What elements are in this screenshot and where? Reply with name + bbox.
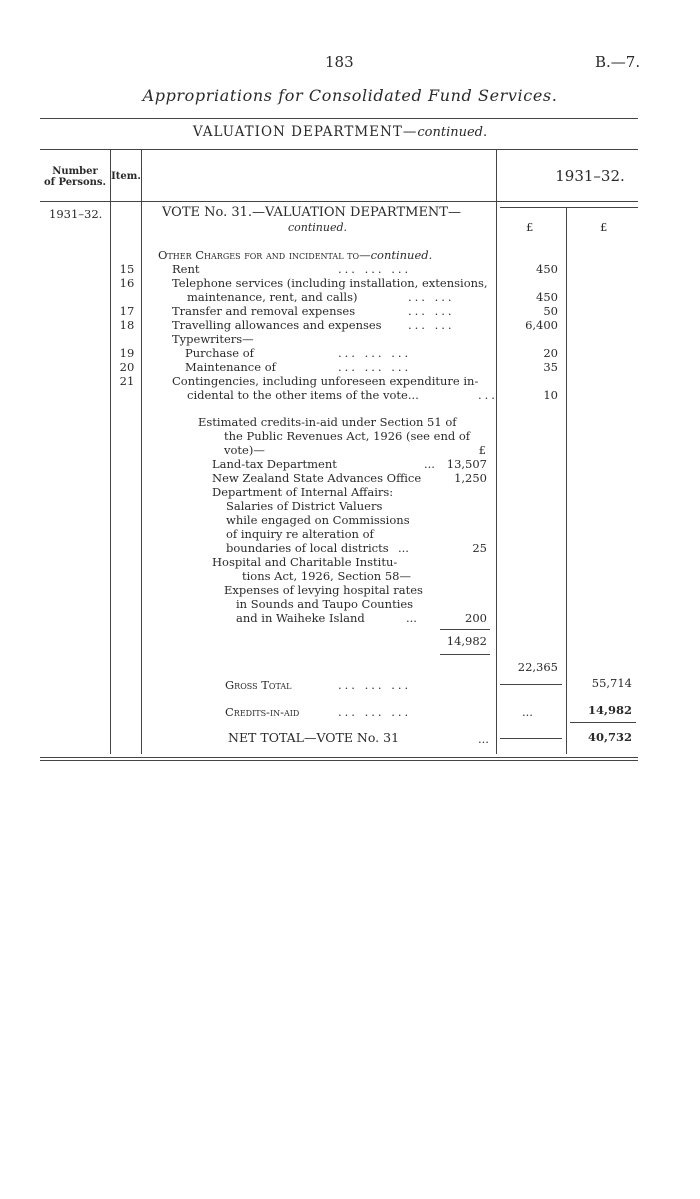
gross-total-label: Gross Total	[225, 678, 292, 692]
table-bottom-rule-2	[40, 760, 638, 761]
item-label: Rent	[172, 262, 200, 276]
item-amount: 450	[536, 290, 558, 304]
credits-in-aid-amount: 14,982	[587, 703, 632, 717]
credit-hospital-amount: 200	[465, 611, 487, 625]
item-label: maintenance, rent, and calls)	[187, 290, 358, 304]
item-amount: 450	[536, 262, 558, 276]
item-number: 17	[119, 304, 135, 318]
subtotal-amount: 22,365	[517, 660, 558, 674]
item-label: Transfer and removal expenses	[172, 304, 356, 318]
item-column-header: Item.	[111, 171, 141, 182]
item-label: Purchase of	[185, 346, 254, 360]
header-bottom-rule	[40, 201, 638, 202]
credits-in-aid-label: Credits-in-aid	[225, 705, 300, 719]
persons-header-line1: Number	[52, 166, 98, 177]
year-header-rule	[500, 207, 638, 208]
credit-land-tax-amount: 13,507	[446, 457, 487, 471]
net-total-dots: ...	[478, 732, 489, 746]
item-dots: ... ... ...	[338, 262, 412, 276]
department-name: VALUATION DEPARTMENT—	[192, 124, 418, 140]
persons-year: 1931–32.	[49, 207, 103, 221]
item-dots: ... ...	[408, 290, 455, 304]
item-desc-divider	[141, 149, 142, 754]
item-label: Typewriters—	[172, 332, 254, 346]
amount-columns-divider	[566, 208, 567, 754]
persons-header-line2: of Persons.	[43, 177, 107, 188]
credit-land-tax: Land-tax Department	[212, 457, 337, 471]
credit-land-tax-dots: ...	[424, 457, 435, 471]
credits-in-aid-dots: ... ... ...	[338, 705, 412, 719]
vote-title: VOTE No. 31.—VALUATION DEPARTMENT—	[162, 205, 461, 220]
item-amount: 35	[543, 360, 558, 374]
credits-intro-3: vote)—	[224, 443, 265, 457]
credit-internal-dots: ...	[398, 541, 409, 555]
credit-hospital-1: Hospital and Charitable Institu-	[212, 555, 398, 569]
credit-hospital-dots: ...	[406, 611, 417, 625]
net-total-rule	[570, 722, 636, 723]
title-rule	[40, 118, 638, 119]
department-heading	[0, 124, 680, 140]
credit-internal-4: of inquiry re alteration of	[226, 527, 374, 541]
item-dots: ...	[478, 388, 498, 402]
credits-total: 14,982	[446, 634, 487, 648]
credits-total-rule	[440, 629, 490, 630]
item-amount: 10	[543, 388, 558, 402]
credit-internal-1: Department of Internal Affairs:	[212, 485, 394, 499]
department-suffix: continued.	[417, 125, 488, 140]
item-number: 16	[119, 276, 135, 290]
credits-pound-sign: £	[478, 443, 486, 457]
net-total-amount: 40,732	[587, 730, 632, 744]
item-dots: ... ...	[408, 318, 455, 332]
vote-subtitle: continued.	[288, 221, 348, 234]
item-dots: ... ... ...	[338, 360, 412, 374]
persons-item-divider	[110, 149, 111, 754]
item-number: 19	[119, 346, 135, 360]
credit-hospital-5: and in Waiheke Island	[236, 611, 365, 625]
gross-mid-rule	[500, 684, 562, 685]
credit-hospital-2: tions Act, 1926, Section 58—	[242, 569, 411, 583]
credit-hospital-3: Expenses of levying hospital rates	[224, 583, 423, 597]
credit-internal-3: while engaged on Commissions	[226, 513, 410, 527]
pound-sign-col2: £	[600, 220, 608, 234]
table-bottom-rule	[40, 757, 638, 758]
section-heading	[158, 248, 432, 262]
credit-hospital-4: in Sounds and Taupo Counties	[236, 597, 414, 611]
section-heading-suffix: continued.	[370, 248, 433, 262]
item-label: Travelling allowances and expenses	[172, 318, 382, 332]
gross-total-amount: 55,714	[591, 676, 632, 690]
credit-nz-state-amount: 1,250	[454, 471, 487, 485]
credit-internal-amount: 25	[472, 541, 487, 555]
item-dots: ... ... ...	[338, 346, 412, 360]
net-mid-rule	[500, 738, 562, 739]
document-reference: B.—7.	[595, 53, 641, 71]
gross-total-dots: ... ... ...	[338, 678, 412, 692]
item-number: 15	[119, 262, 135, 276]
desc-amount-divider	[496, 149, 497, 754]
persons-column-header	[42, 166, 108, 188]
credit-nz-state: New Zealand State Advances Office	[212, 471, 422, 485]
item-dots: ... ...	[408, 304, 455, 318]
year-column-header: 1931–32.	[555, 167, 625, 185]
credit-internal-2: Salaries of District Valuers	[226, 499, 383, 513]
item-amount: 6,400	[525, 318, 558, 332]
table-top-rule	[40, 149, 638, 150]
credits-bottom-rule	[440, 654, 490, 655]
item-number: 21	[119, 374, 135, 388]
credits-intro-1: Estimated credits-in-aid under Section 51 of	[198, 415, 457, 429]
item-label: Contingencies, including unforeseen expenditure in-	[172, 374, 479, 388]
item-number: 20	[119, 360, 135, 374]
item-label: cidental to the other items of the vote...	[187, 388, 419, 402]
item-label: Telephone services (including installation, extensions,	[172, 276, 488, 290]
credits-in-aid-mid-dots: ...	[522, 705, 533, 719]
page-number: 183	[325, 53, 354, 71]
item-amount: 50	[543, 304, 558, 318]
page-title: Appropriations for Consolidated Fund Services.	[142, 86, 558, 105]
pound-sign-col1: £	[526, 220, 534, 234]
item-amount: 20	[543, 346, 558, 360]
section-heading-text: Other Charges for and incidental to—	[158, 248, 371, 262]
credit-internal-5: boundaries of local districts	[226, 541, 389, 555]
item-number: 18	[119, 318, 135, 332]
item-label: Maintenance of	[185, 360, 276, 374]
credits-intro-2: the Public Revenues Act, 1926 (see end of	[224, 429, 471, 443]
net-total-label: NET TOTAL—VOTE No. 31	[228, 730, 400, 745]
